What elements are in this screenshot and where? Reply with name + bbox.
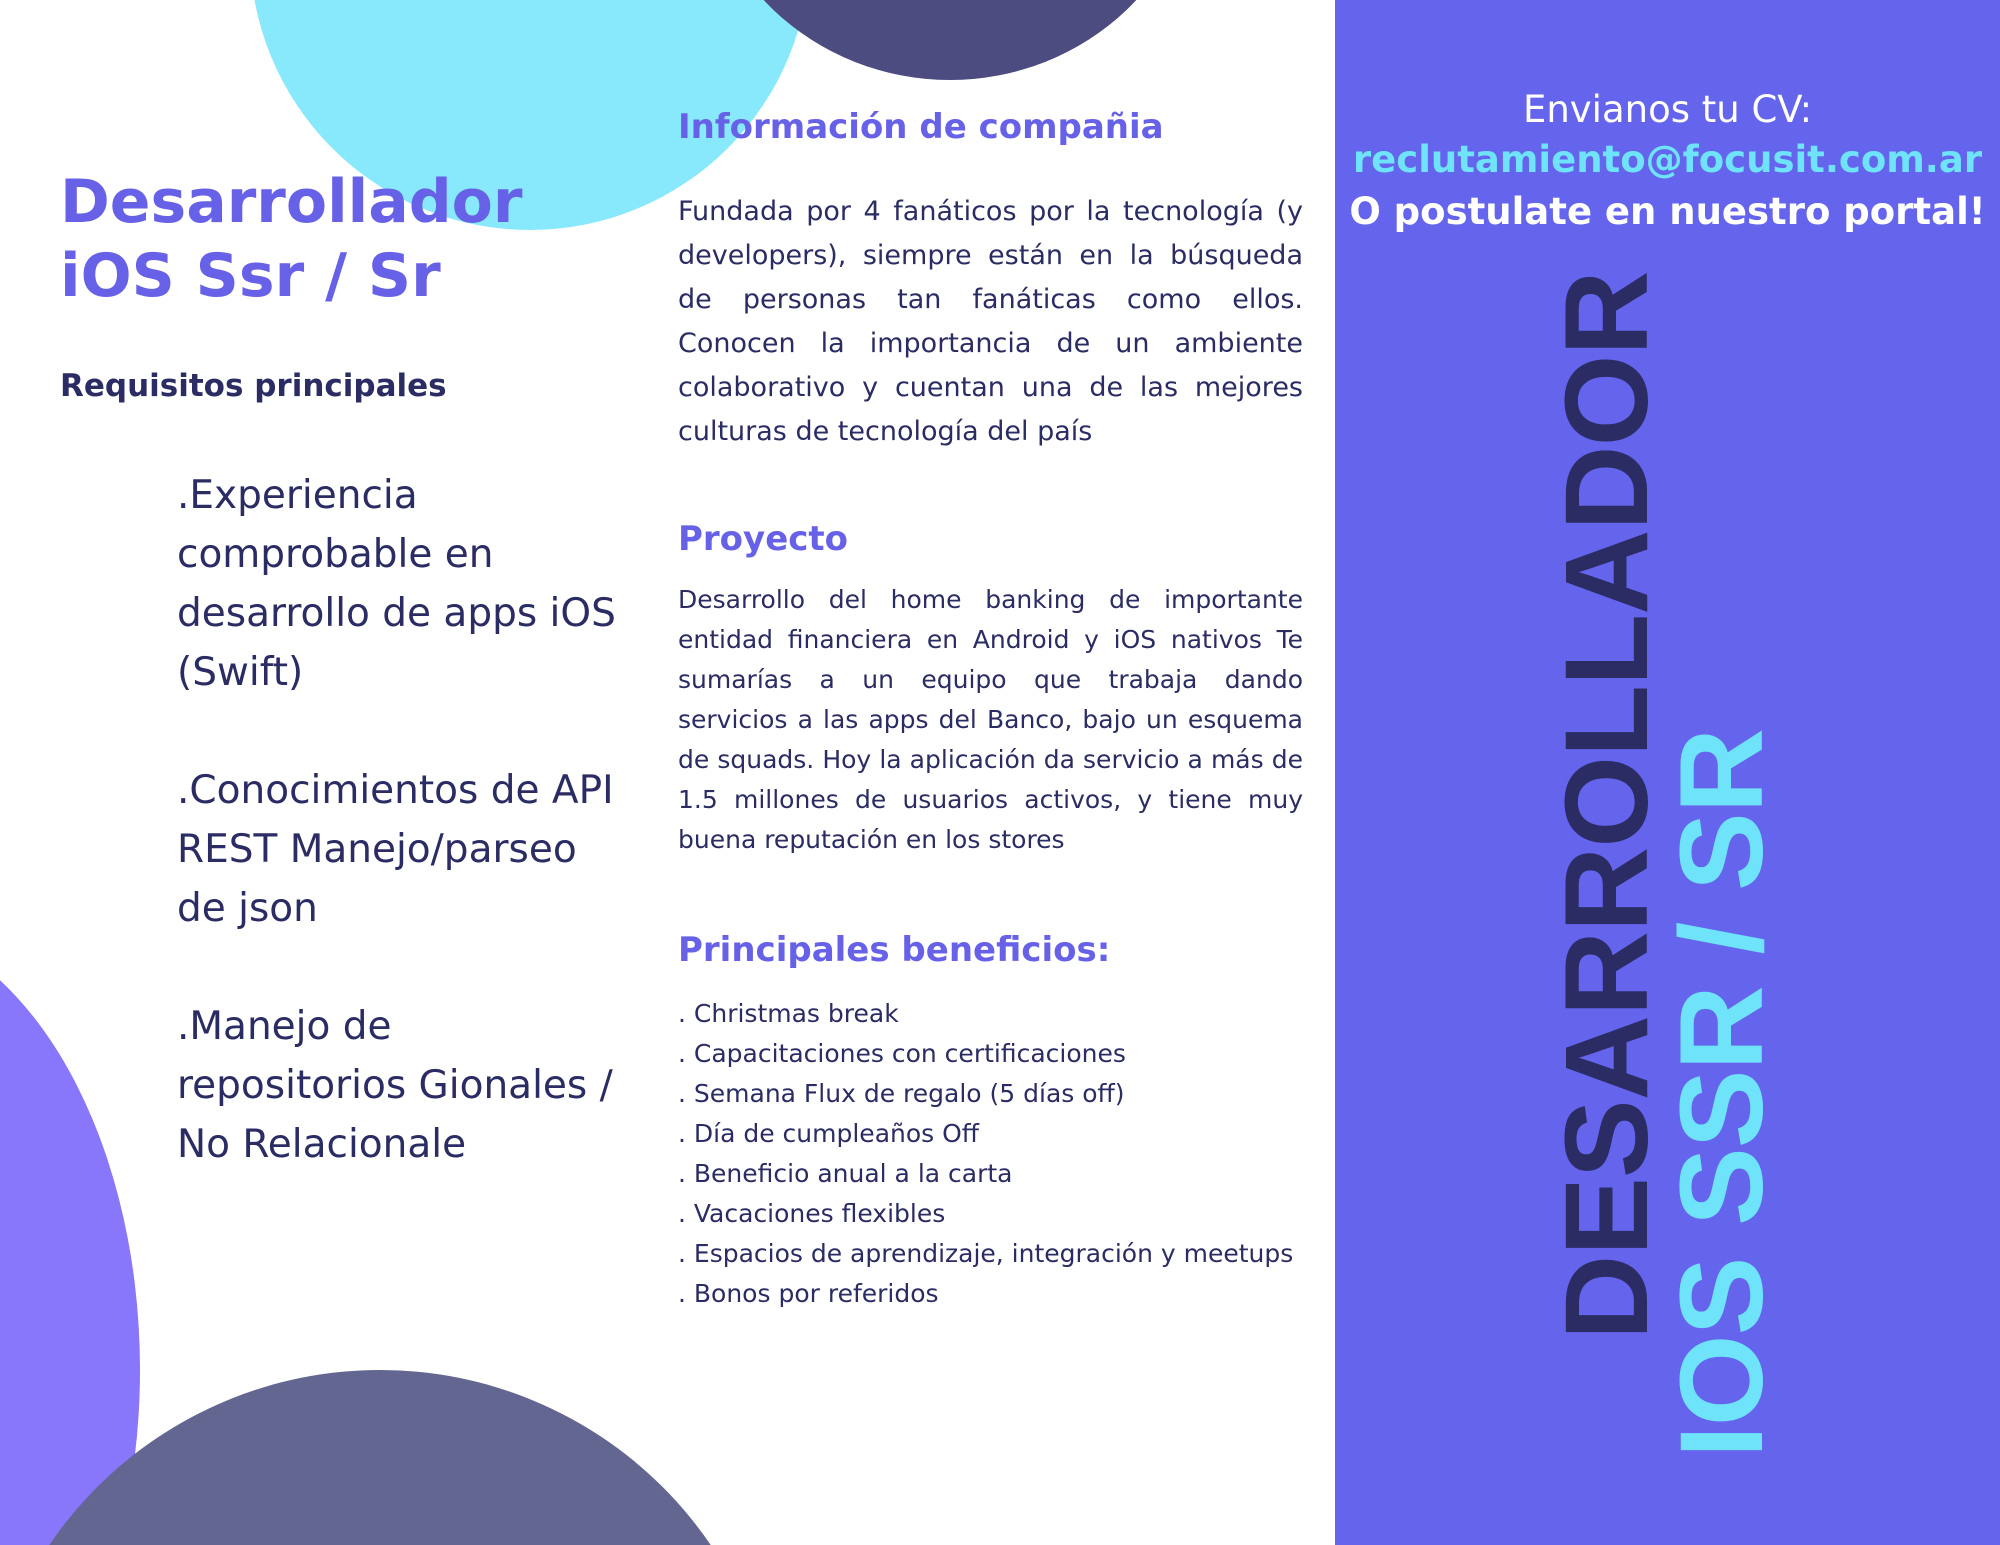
company-heading: Información de compañia <box>678 107 1164 147</box>
project-heading: Proyecto <box>678 519 849 559</box>
job-title-line1: Desarrollador <box>60 167 523 237</box>
company-text: Fundada por 4 fanáticos por la tecnología (y developers), siempre están en la búsqueda de personas tan fanáticas como ellos. Conocen la importancia de un ambiente colaborativo y cuentan una de las mejores culturas de tecnología del país <box>678 196 1303 447</box>
benefit-item: . Beneficio anual a la carta <box>678 1159 1013 1188</box>
vertical-title-line1: DESARROLLADOR <box>1541 271 1673 1340</box>
requirements-list <box>177 466 617 1233</box>
benefit-item: . Semana Flux de regalo (5 días off) <box>678 1079 1125 1108</box>
project-text: Desarrollo del home banking de importante entidad financiera en Android y iOS nativos Te sumarías a un equipo que trabaja dando servicios a las apps del Banco, bajo un esquema de squads. Hoy la aplicación da servicio a más de 1.5 millones de usuarios activos, y tiene muy buena reputación en los stores <box>678 585 1303 854</box>
benefit-item: . Día de cumpleaños Off <box>678 1119 980 1148</box>
contact-email-link[interactable]: reclutamiento@focusit.com.ar <box>1352 138 1983 181</box>
decorative-circle-purple <box>0 920 140 1545</box>
requirement-item: .Experiencia comprobable en desarrollo de apps iOS (Swift) <box>177 473 616 695</box>
benefit-item: . Bonos por referidos <box>678 1279 939 1308</box>
benefit-item: . Capacitaciones con certificaciones <box>678 1039 1126 1068</box>
benefit-item: . Espacios de aprendizaje, integración y meetups <box>678 1239 1294 1268</box>
vertical-title-line2: IOS SSR / SR <box>1656 729 1788 1458</box>
benefit-item: . Vacaciones flexibles <box>678 1199 946 1228</box>
job-title <box>60 165 620 313</box>
portal-text: O postulate en nuestro portal! <box>1349 190 1986 233</box>
requirements-heading: Requisitos principales <box>60 368 447 404</box>
cv-intro-text: Envianos tu CV: <box>1522 88 1813 131</box>
requirement-item: .Manejo de repositorios Gionales / No Relacionale <box>177 1004 613 1167</box>
requirement-item: .Conocimientos de API REST Manejo/parseo de json <box>177 768 614 931</box>
benefits-heading: Principales beneficios: <box>678 930 1111 970</box>
job-title-line2: iOS Ssr / Sr <box>60 241 441 311</box>
benefits-list <box>678 994 1318 1314</box>
benefit-item: . Christmas break <box>678 999 899 1028</box>
